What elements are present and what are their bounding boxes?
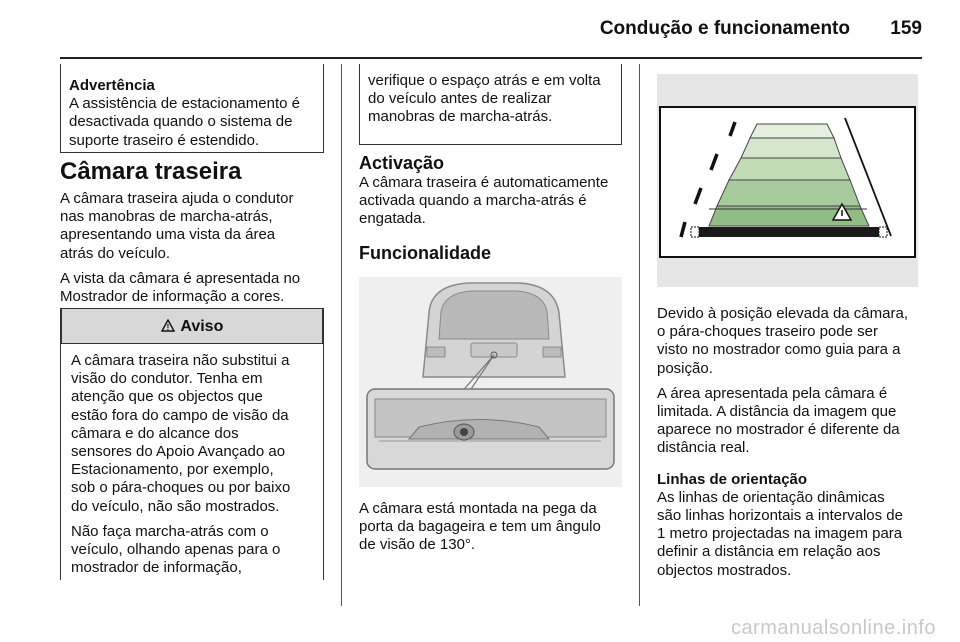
aviso-header (61, 308, 323, 344)
column-divider-2 (639, 64, 640, 606)
car-rear-illustration (359, 277, 622, 487)
paragraph: A vista da câmara é apresentada no Mostrador de informação a cores. (60, 269, 301, 306)
warning-text: A assistência de estacionamento é desactivada quando o sistema de suporte traseiro é estendido. (69, 95, 300, 149)
column-1 (60, 152, 328, 313)
header-title: Condução e funcionamento (599, 18, 850, 39)
watermark: carmanualsonline.info (730, 617, 936, 639)
warning-continuation (60, 64, 324, 153)
aviso-title: Aviso (180, 318, 224, 335)
page-number: 159 (890, 18, 922, 39)
heading-funcionalidade: Funcionalidade (359, 242, 492, 263)
column-3 (657, 305, 927, 587)
header-rule (60, 57, 922, 59)
paragraph: Devido à posição elevada da câmara, o pára-choques traseiro pode ser visto no mostrador como guia para a posição. (657, 305, 908, 377)
column-2 (359, 153, 624, 264)
warning-triangle-icon (161, 316, 180, 335)
warning-title: Advertência (69, 77, 155, 94)
aviso-continuation: verifique o espaço atrás e em volta do veículo antes de realizar manobras de marcha-atrás. (359, 64, 622, 145)
paragraph: As linhas de orientação dinâmicas são linhas horizontais a intervalos de 1 metro projectadas na imagem para definir a distância em relação aos objectos mostrados. (657, 488, 903, 579)
column-divider-1 (341, 64, 342, 606)
aviso-box (60, 308, 324, 580)
aviso-paragraph: Não faça marcha-atrás com o veículo, olhando apenas para o mostrador de informação, (71, 522, 281, 577)
guide-lines-illustration (657, 74, 918, 287)
paragraph: A área apresentada pela câmara é limitada. A distância da imagem que aparece no mostrador é diferente da distância real. (657, 384, 900, 457)
subheading-linhas-orientacao: Linhas de orientação (657, 470, 808, 488)
camera-caption (359, 500, 624, 562)
section-heading-camara-traseira: Câmara traseira (60, 158, 242, 185)
paragraph: A câmara está montada na pega da porta da bagageira e tem um ângulo de visão de 130°. (359, 500, 601, 554)
aviso-paragraph: A câmara traseira não substitui a visão do condutor. Tenha em atenção que os objectos que estão fora do campo de visão da câmara e do alcance dos sensores do Apoio Avançado ao Estacionamento, por exemplo, sob o pára-choques ou por baixo do veículo, não são mostrados. (71, 352, 291, 515)
heading-activacao: Activação (359, 153, 445, 173)
paragraph: A câmara traseira é automaticamente activada quando a marcha-atrás é engatada. (359, 174, 609, 228)
paragraph: A câmara traseira ajuda o condutor nas manobras de marcha-atrás, apresentando uma vista da área atrás do veículo. (60, 190, 294, 262)
svg-text:!: ! (166, 323, 169, 332)
